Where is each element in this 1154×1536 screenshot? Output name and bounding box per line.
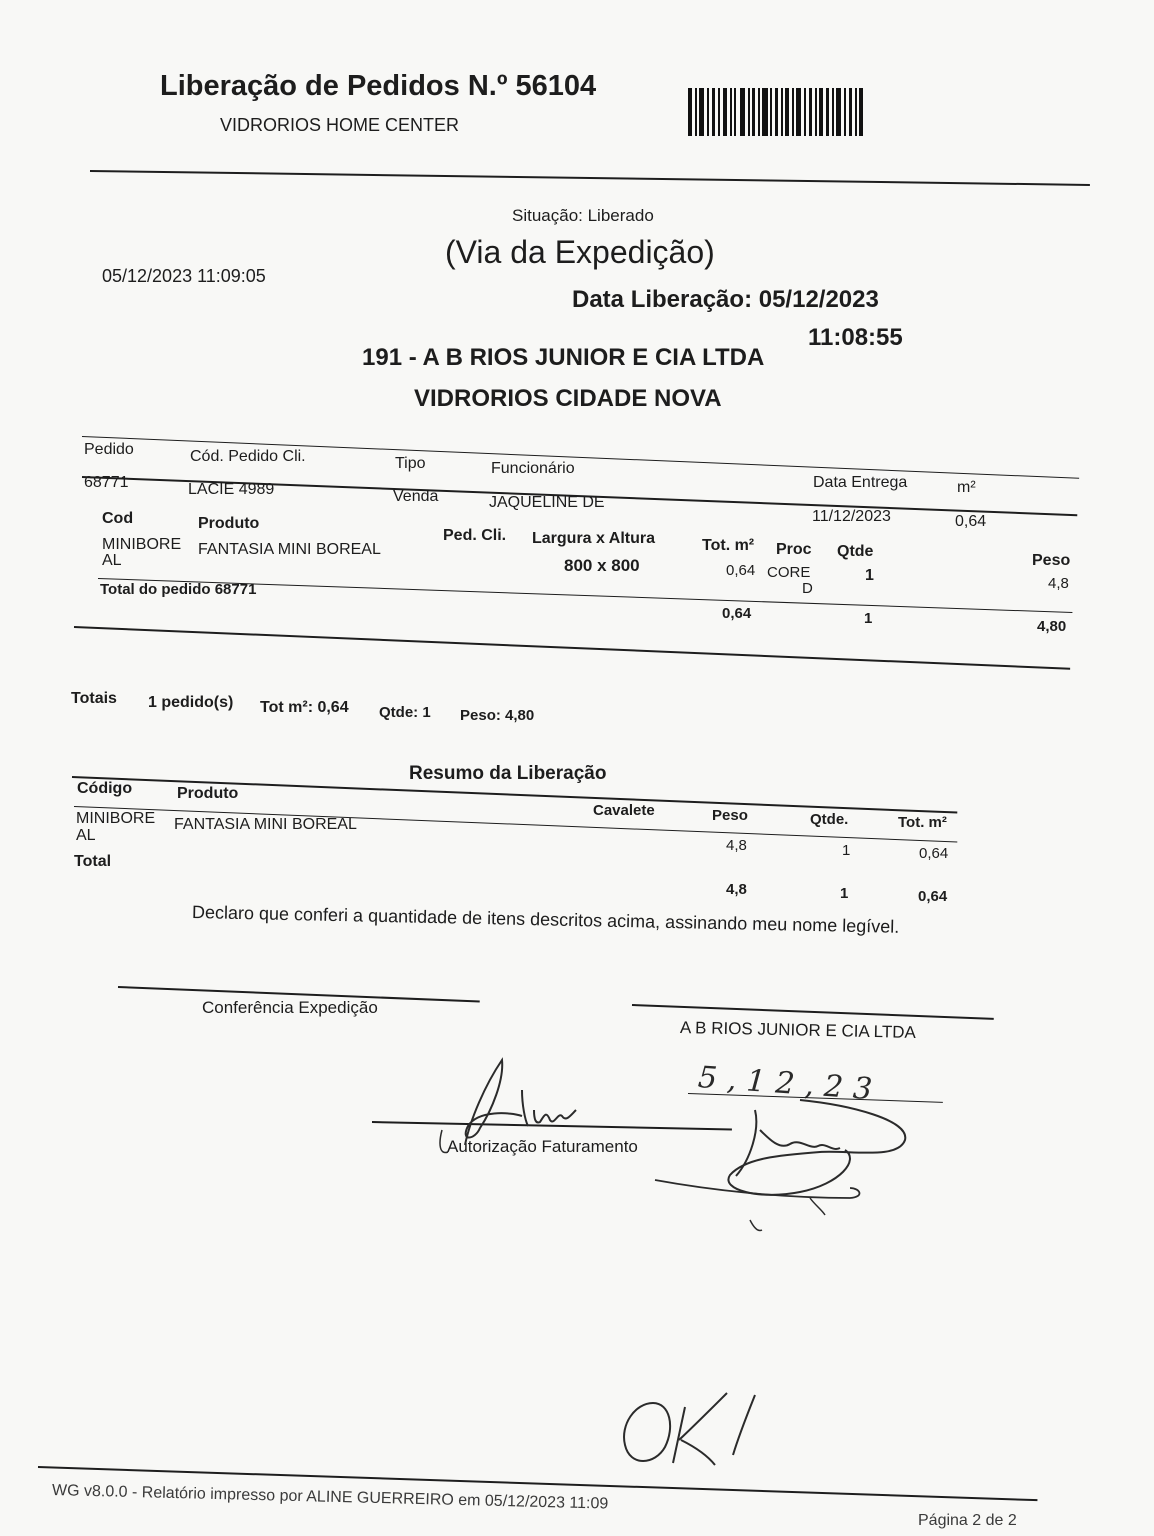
resumo-col-peso: Peso [712,807,748,824]
col-funcionario: Funcionário [491,460,575,477]
item-col-largura-altura: Largura x Altura [532,530,655,547]
row-m2: 0,64 [955,513,987,530]
resumo-codigo-line1: MINIBORE [76,810,156,827]
footer-printed-by: WG v8.0.0 - Relatório impresso por ALINE GUERREIRO em 05/12/2023 11:09 [51,1482,609,1513]
totais-qtde: Qtde: 1 [379,704,431,721]
row-funcionario: JAQUELINE DE [489,494,605,511]
item-tot-m2: 0,64 [726,562,756,579]
item-dims: 800 x 800 [564,556,640,575]
resumo-col-codigo: Código [77,780,133,797]
resumo-peso: 4,8 [726,837,747,854]
order-total-label: Total do pedido 68771 [100,581,257,598]
item-col-ped-cli: Ped. Cli. [443,527,507,544]
item-col-tot-m2: Tot. m² [702,537,755,554]
col-tipo: Tipo [395,455,426,472]
client-name: 191 - A B RIOS JUNIOR E CIA LTDA [362,344,765,371]
print-datetime: 05/12/2023 11:09:05 [102,266,266,286]
item-produto: FANTASIA MINI BOREAL [198,541,381,558]
col-m2: m² [957,479,976,496]
data-liberacao-label: Data Liberação: [572,286,753,313]
row-tipo: Venda [393,488,439,505]
order-total-qtde: 1 [864,610,873,627]
totais-tot-m2: Tot m²: 0,64 [260,699,349,716]
row-data-entrega: 11/12/2023 [812,508,891,525]
resumo-col-qtde: Qtde. [810,811,849,828]
item-peso: 4,8 [1048,575,1069,592]
totais-peso: Peso: 4,80 [460,707,535,724]
footer-page: Página 2 de 2 [918,1512,1017,1529]
store-name: VIDRORIOS CIDADE NOVA [414,385,722,412]
resumo-col-tot-m2: Tot. m² [898,814,947,831]
data-liberacao-time: 11:08:55 [808,324,903,351]
order-total-tot-m2: 0,64 [722,605,752,622]
totais-pedidos: 1 pedido(s) [148,694,234,711]
resumo-total-qtde: 1 [840,885,849,902]
header-divider [90,170,1090,186]
resumo-total-tot-m2: 0,64 [918,888,948,905]
resumo-total-label: Total [74,853,112,870]
item-col-proc: Proc [776,541,812,558]
resumo-tot-m2: 0,64 [919,845,949,862]
item-proc-line1: CORE [767,564,811,581]
resumo-qtde: 1 [842,842,851,859]
client-signature-label: A B RIOS JUNIOR E CIA LTDA [679,1018,917,1042]
row-pedido: 68771 [84,474,129,491]
resumo-col-cavalete: Cavalete [593,802,655,819]
resumo-codigo-line2: AL [76,827,96,844]
data-liberacao-date: 05/12/2023 [758,286,879,313]
resumo-total-peso: 4,8 [726,881,747,898]
resumo-col-produto: Produto [177,785,239,802]
col-pedido: Pedido [84,441,134,458]
ok-mark [615,1385,775,1495]
declaration: Declaro que conferi a quantidade de itens descritos acima, assinando meu nome legível. [191,902,900,937]
item-cod-line2: AL [102,552,122,569]
item-qtde: 1 [865,567,874,584]
item-col-peso: Peso [1032,552,1071,569]
resumo-produto: FANTASIA MINI BOREAL [174,816,357,833]
situacao: Situação: Liberado [512,206,654,225]
conferencia-label: Conferência Expedição [202,998,378,1017]
totais-label: Totais [71,690,117,707]
order-total-peso: 4,80 [1037,618,1067,635]
col-cod-pedido-cli: Cód. Pedido Cli. [190,448,306,465]
via-label: (Via da Expedição) [445,234,715,270]
autorizacao-label: Autorização Faturamento [447,1137,638,1156]
signature-aline [430,1050,630,1160]
report-title: Liberação de Pedidos N.º 56104 [160,70,597,102]
item-cod-line1: MINIBORE [102,536,182,553]
barcode [688,88,868,140]
item-col-qtde: Qtde [837,543,874,560]
data-liberacao [572,286,879,314]
col-data-entrega: Data Entrega [813,474,908,491]
handwritten-date: 5,12,23 [696,1060,884,1108]
signature-client [650,1080,910,1240]
item-col-produto: Produto [198,515,260,532]
company-name: VIDRORIOS HOME CENTER [220,115,460,135]
item-proc-line2: D [802,580,813,597]
resumo-title: Resumo da Liberação [409,763,607,784]
row-cod-pedido-cli: LACIE 4989 [188,481,275,498]
order-table-bottom-rule [74,626,1070,670]
item-col-cod: Cod [102,510,134,527]
